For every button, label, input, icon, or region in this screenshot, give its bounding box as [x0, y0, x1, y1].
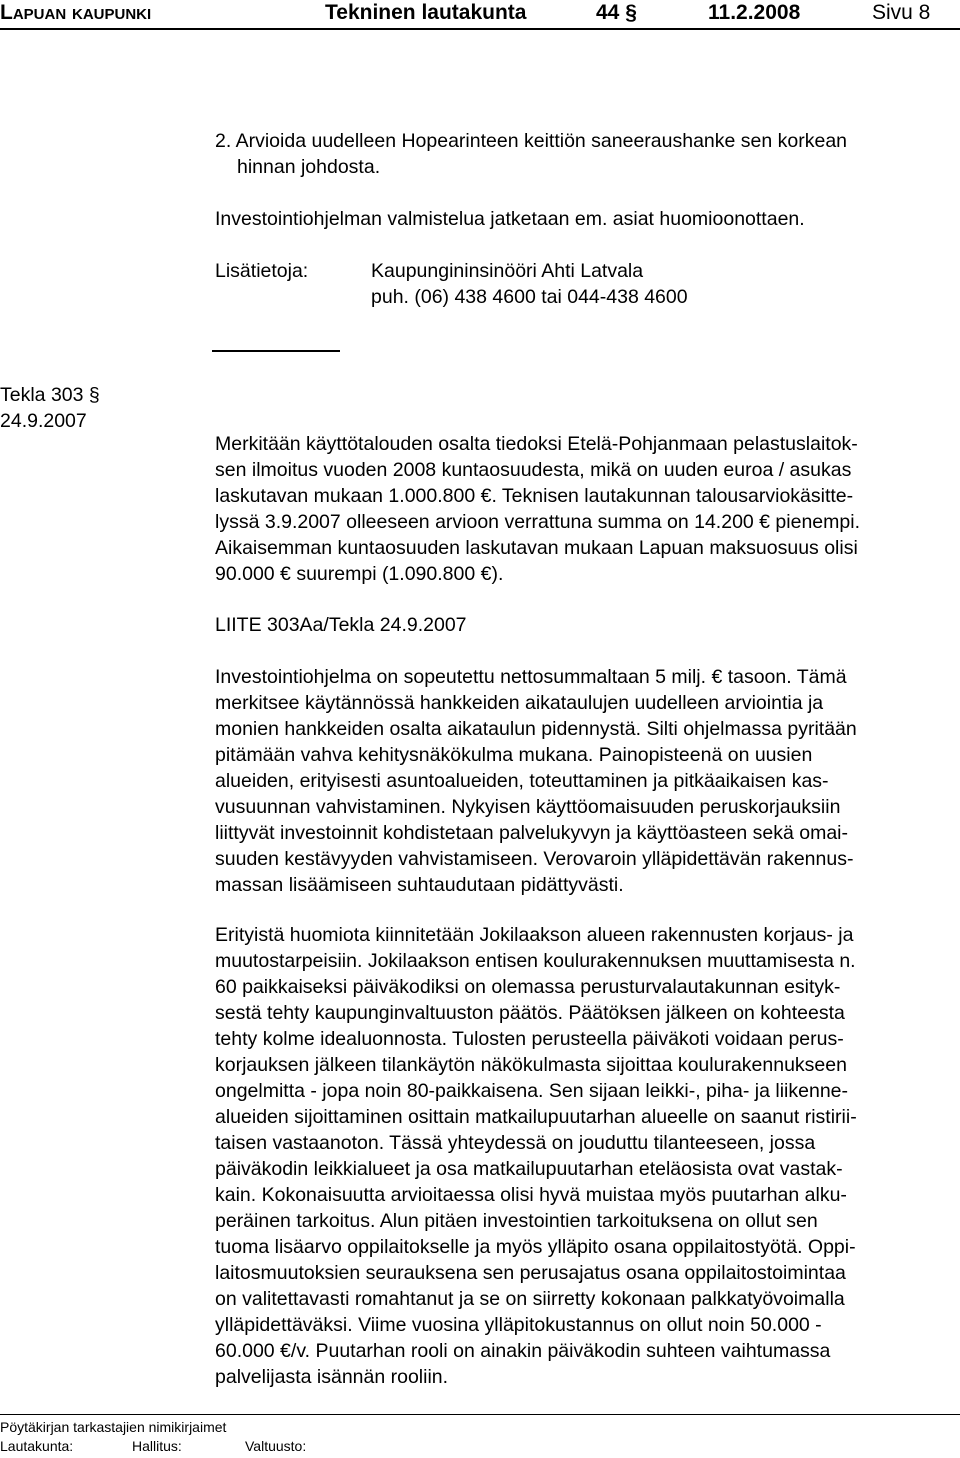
- paragraph-line: Aikaisemman kuntaosuuden laskutavan mukaan Lapuan maksuosuus olisi: [215, 537, 858, 559]
- paragraph-line: on valitettavasti romahtanut ja se on siirretty kokonaan palkkatyövoimalla: [215, 1288, 845, 1310]
- paragraph-line: muutostarpeisiin. Jokilaakson entisen koulurakennuksen muuttamisesta n.: [215, 950, 856, 972]
- paragraph-line: korjauksen jälkeen tilankäytön näkökulmasta sijoittaa koulurakennukseen: [215, 1054, 847, 1076]
- board-signature-label: Lautakunta:: [0, 1438, 74, 1454]
- paragraph-line: merkitsee käytännössä hankkeiden aikataulujen uudelleen arviointia ja: [215, 692, 824, 714]
- paragraph-line: päiväkodin leikkialueet ja osa matkailupuutarhan eteläosista ovat vastak-: [215, 1158, 843, 1180]
- paragraph-line: vusuunnan vahvistaminen. Nykyisen käyttöomaisuuden peruskorjauksiin: [215, 796, 841, 818]
- paragraph-line: alueiden, erityisesti asuntoalueiden, toteuttaminen ja pitkäaikaisen kas-: [215, 770, 829, 792]
- organization-name: Lapuan kaupunki: [0, 1, 152, 24]
- item-2-line: 2. Arvioida uudelleen Hopearinteen keittiön saneeraushanke sen korkean: [215, 130, 848, 152]
- page-number: Sivu 8: [872, 1, 931, 24]
- paragraph-line: palvelijasta isännän rooliin.: [215, 1366, 449, 1388]
- paragraph-line: taisen vastaanoton. Tässä yhteydessä on jouduttu tilanteeseen, jossa: [215, 1132, 816, 1154]
- board-name: Tekninen lautakunta: [325, 1, 527, 24]
- paragraph-line: alueiden sijoittaminen osittain matkailupuutarhan alueelle on saanut ristirii-: [215, 1106, 857, 1128]
- contact-name: Kaupungininsinööri Ahti Latvala: [371, 260, 644, 282]
- paragraph-line: tehty kolme idealuonnosta. Tulosten perusteella päiväkoti voidaan perus-: [215, 1028, 844, 1050]
- paragraph-line: sen ilmoitus vuoden 2008 kuntaosuudesta, mikä on uuden euroa / asukas: [215, 459, 852, 481]
- attachment-reference: LIITE 303Aa/Tekla 24.9.2007: [215, 614, 467, 636]
- paragraph-line: monien hankkeiden osalta aikataulun pidennystä. Silti ohjelmassa pyritään: [215, 718, 857, 740]
- paragraph-line: liittyvät investoinnit kohdistetaan palvelukyvyn ja käyttöasteen sekä omai-: [215, 822, 848, 844]
- item-2-line: hinnan johdosta.: [237, 156, 381, 178]
- paragraph-line: kain. Kokonaisuutta arvioitaessa olisi hyvä muistaa myös puutarhan alku-: [215, 1184, 847, 1206]
- paragraph-line: 60.000 €/v. Puutarhan rooli on ainakin päiväkodin suhteen vaihtumassa: [215, 1340, 831, 1362]
- government-signature-label: Hallitus:: [132, 1438, 182, 1454]
- paragraph-line: pitämään vahva kehitysnäkökulma mukana. Painopisteenä on uusien: [215, 744, 813, 766]
- contact-label: Lisätietoja:: [215, 260, 309, 282]
- header-divider: [0, 28, 960, 30]
- paragraph-line: laitosmuutoksien seurauksena sen perusajatus osana oppilaitostoimintaa: [215, 1262, 846, 1284]
- paragraph-line: ylläpidettäväksi. Viime vuosina ylläpitokustannus on ollut noin 50.000 -: [215, 1314, 822, 1336]
- paragraph-line: tuoma lisäarvo oppilaitokselle ja myös ylläpito osana oppilaitostyötä. Oppi-: [215, 1236, 856, 1258]
- signatures-label: Pöytäkirjan tarkastajien nimikirjaimet: [0, 1419, 227, 1435]
- section-number: 44 §: [596, 1, 637, 24]
- continuation-text: Investointiohjelman valmistelua jatketaan em. asiat huomioonottaen.: [215, 208, 805, 230]
- meeting-date: 11.2.2008: [708, 1, 801, 24]
- paragraph-line: suuden kestävyyden vahvistamiseen. Verovaroin ylläpidettävän rakennus-: [215, 848, 854, 870]
- council-signature-label: Valtuusto:: [245, 1438, 307, 1454]
- paragraph-line: 90.000 € suurempi (1.090.800 €).: [215, 563, 504, 585]
- section-divider: [212, 350, 340, 352]
- contact-phone: puh. (06) 438 4600 tai 044-438 4600: [371, 286, 688, 308]
- paragraph-line: peräinen tarkoitus. Alun pitäen investointien tarkoituksena on ollut sen: [215, 1210, 818, 1232]
- paragraph-line: lyssä 3.9.2007 olleeseen arvioon verrattuna summa on 14.200 € pienempi.: [215, 511, 860, 533]
- footer-divider: [0, 1414, 960, 1415]
- paragraph-line: 60 paikkaiseksi päiväkodiksi on olemassa perusturvalautakunnan esityk-: [215, 976, 841, 998]
- paragraph-line: laskutavan mukaan 1.000.800 €. Teknisen lautakunnan talousarviokäsitte-: [215, 485, 854, 507]
- paragraph-line: Investointiohjelma on sopeutettu nettosummaltaan 5 milj. € tasoon. Tämä: [215, 666, 847, 688]
- paragraph-line: Merkitään käyttötalouden osalta tiedoksi Etelä-Pohjanmaan pelastuslaitok-: [215, 433, 858, 455]
- tekla-reference: Tekla 303 §: [0, 384, 100, 406]
- paragraph-line: ongelmitta - jopa noin 80-paikkaisena. Sen sijaan leikki-, piha- ja liikenne-: [215, 1080, 849, 1102]
- paragraph-line: massan lisäämiseen suhtaudutaan pidättyvästi.: [215, 874, 624, 896]
- paragraph-line: Erityistä huomiota kiinnitetään Jokilaakson alueen rakennusten korjaus- ja: [215, 924, 854, 946]
- page-header: [0, 0, 960, 26]
- paragraph-line: sestä tehty kaupunginvaltuuston päätös. Päätöksen jälkeen on kohteesta: [215, 1002, 845, 1024]
- tekla-date: 24.9.2007: [0, 410, 87, 432]
